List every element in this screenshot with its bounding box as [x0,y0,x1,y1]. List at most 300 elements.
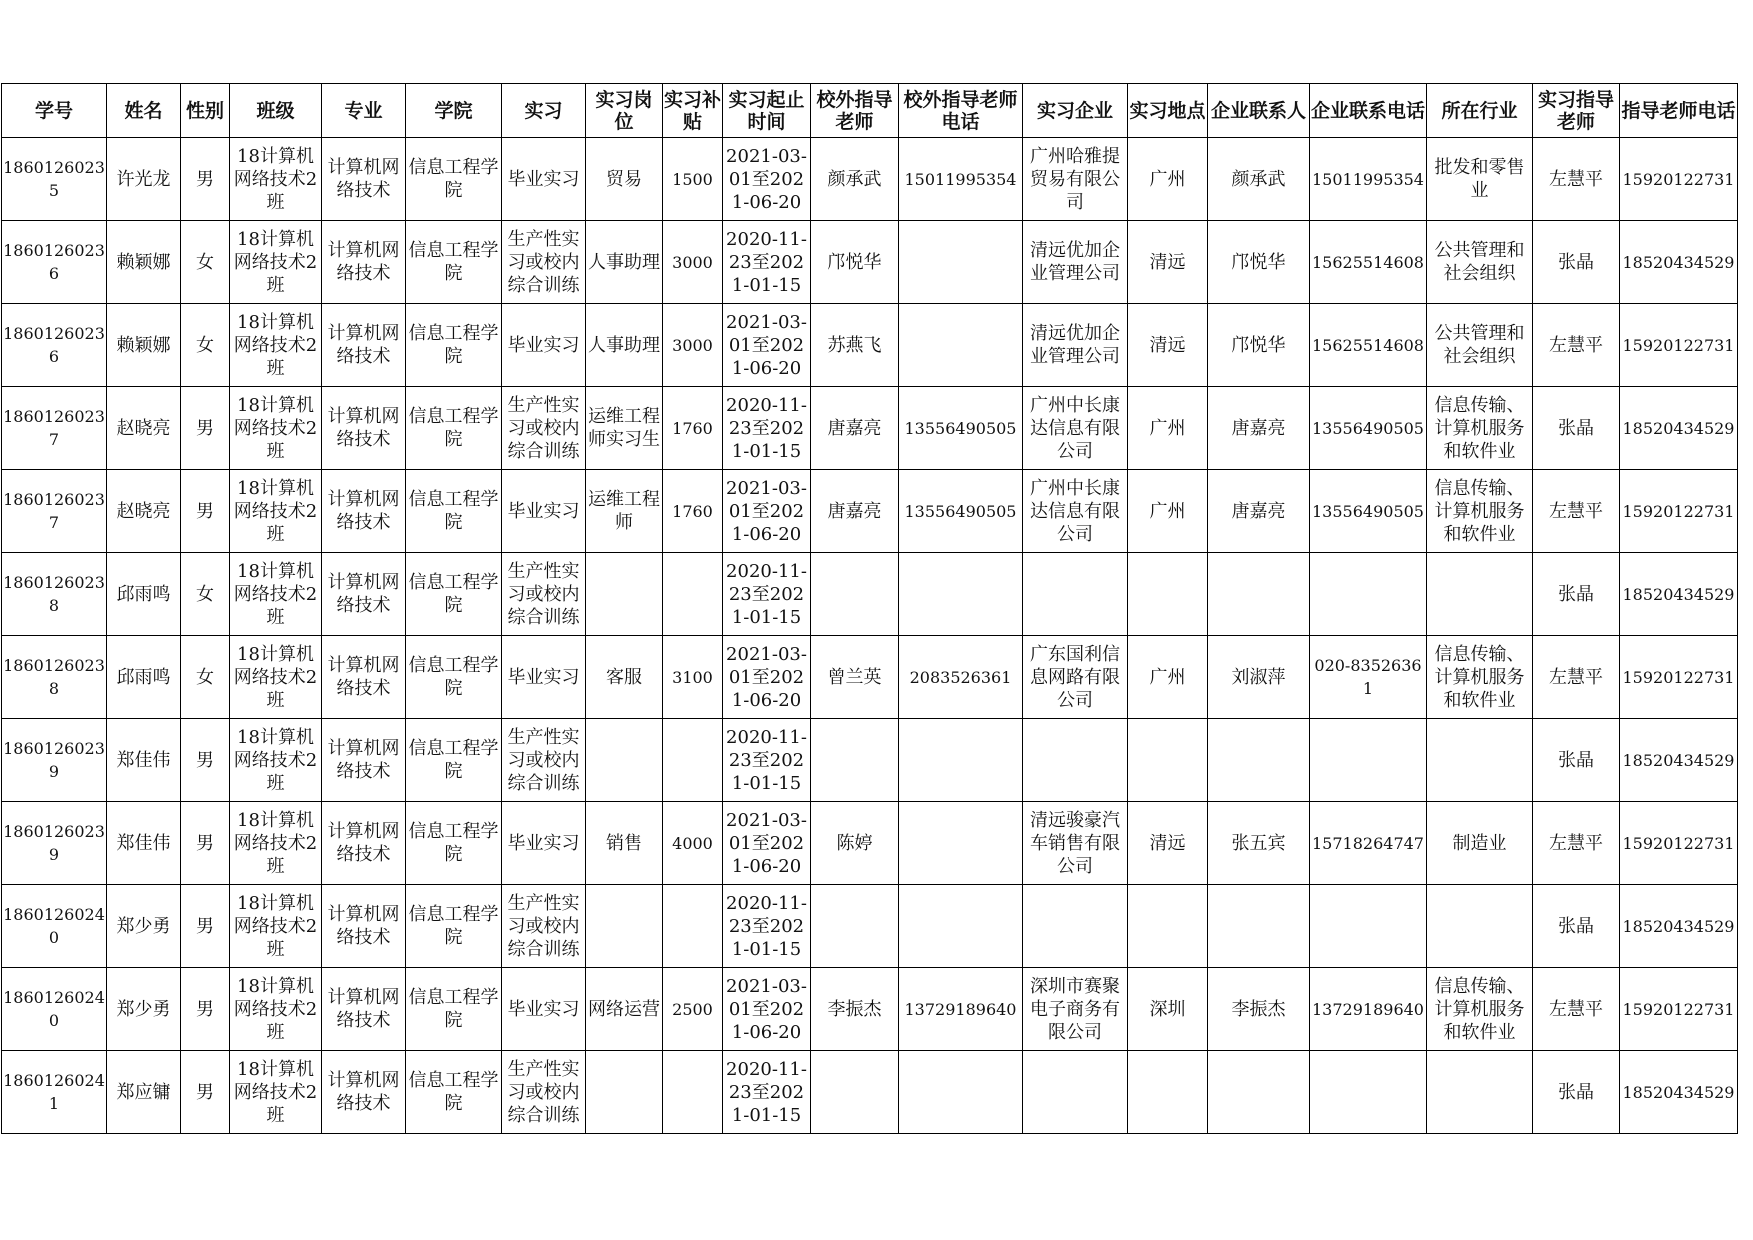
cell-period [723,304,811,387]
cell-class-text: 18计算机网络技术2班 [233,560,318,628]
cell-student-id-text: 18601260239 [3,822,105,864]
cell-mentor [1533,470,1620,553]
cell-name [107,387,181,470]
cell-period-text: 2020-11-23至2021-01-15 [726,560,807,628]
cell-industry [1427,968,1533,1051]
cell-college-text: 信息工程学院 [408,904,499,948]
cell-college [406,802,502,885]
cell-period-text: 2021-03-01至2021-06-20 [726,643,807,711]
cell-mentor-phone [1620,138,1738,221]
cell-name-text: 赵晓亮 [116,417,171,439]
cell-name [107,221,181,304]
cell-period [723,719,811,802]
cell-company-contact [1208,138,1310,221]
cell-subsidy-text: 1500 [672,169,713,189]
cell-mentor-phone-text: 15920122731 [1622,501,1735,521]
cell-college [406,553,502,636]
cell-college [406,387,502,470]
cell-position [586,470,663,553]
cell-company-contact-text: 邝悦华 [1231,251,1286,273]
cell-industry [1427,387,1533,470]
cell-mentor-text: 张晶 [1558,1081,1594,1103]
cell-subsidy-text: 2500 [672,999,713,1019]
cell-industry-text: 信息传输、计算机服务和软件业 [1434,477,1525,545]
cell-mentor-text: 左慧平 [1549,334,1603,356]
cell-company-phone [1310,885,1427,968]
cell-name [107,1051,181,1134]
cell-external-mentor-text: 颜承武 [827,168,882,190]
header-gender: 性别 [181,84,230,138]
cell-class [230,802,322,885]
cell-student-id-text: 18601260241 [3,1071,105,1113]
cell-subsidy-text: 3000 [672,252,713,272]
cell-major [322,470,406,553]
cell-external-mentor-text: 唐嘉亮 [827,500,882,522]
cell-college-text: 信息工程学院 [408,987,499,1031]
cell-subsidy [663,968,723,1051]
cell-major-text: 计算机网络技术 [327,655,400,699]
cell-mentor [1533,221,1620,304]
cell-external-mentor [811,304,899,387]
cell-major-text: 计算机网络技术 [327,240,400,284]
cell-internship [502,719,586,802]
cell-period-text: 2020-11-23至2021-01-15 [726,1058,807,1126]
cell-name-text: 邱雨鸣 [116,583,171,605]
cell-external-mentor-phone-text: 15011995354 [904,169,1017,189]
cell-student-id [2,885,107,968]
cell-internship [502,802,586,885]
cell-industry-text: 信息传输、计算机服务和软件业 [1434,643,1525,711]
cell-subsidy-text: 4000 [672,833,713,853]
cell-external-mentor [811,802,899,885]
cell-name-text: 赖颖娜 [116,334,171,356]
cell-name-text: 郑佳伟 [116,749,171,771]
header-subsidy: 实习补贴 [663,84,723,138]
cell-mentor [1533,387,1620,470]
cell-gender-text: 男 [196,832,214,854]
cell-industry [1427,138,1533,221]
cell-company-text: 广州中长康达信息有限公司 [1030,394,1120,462]
cell-internship [502,1051,586,1134]
cell-college-text: 信息工程学院 [408,323,499,367]
cell-company-contact [1208,1051,1310,1134]
cell-external-mentor-text: 李振杰 [827,998,882,1020]
cell-major [322,221,406,304]
cell-internship-text: 生产性实习或校内综合训练 [507,1058,580,1126]
cell-external-mentor-text: 唐嘉亮 [827,417,882,439]
cell-location-text: 广州 [1149,417,1186,439]
cell-college-text: 信息工程学院 [408,655,499,699]
cell-external-mentor-phone-text: 13556490505 [904,418,1017,438]
cell-student-id [2,221,107,304]
cell-position-text: 运维工程师实习生 [588,406,660,450]
table-row [2,719,1738,802]
cell-period [723,802,811,885]
cell-period [723,387,811,470]
cell-gender-text: 男 [196,500,214,522]
cell-subsidy [663,802,723,885]
table-row [2,470,1738,553]
cell-external-mentor-phone [899,636,1023,719]
cell-internship [502,885,586,968]
cell-mentor-phone [1620,470,1738,553]
cell-external-mentor-phone [899,387,1023,470]
cell-gender-text: 男 [196,168,214,190]
cell-subsidy [663,885,723,968]
header-class: 班级 [230,84,322,138]
cell-major [322,387,406,470]
cell-name-text: 郑佳伟 [116,832,171,854]
cell-gender [181,968,230,1051]
cell-college [406,1051,502,1134]
cell-company-text: 广东国利信息网路有限公司 [1030,643,1120,711]
cell-period-text: 2020-11-23至2021-01-15 [726,228,807,296]
cell-subsidy-text: 3100 [672,667,713,687]
cell-internship-text: 生产性实习或校内综合训练 [507,892,580,960]
cell-company-phone [1310,719,1427,802]
cell-college [406,719,502,802]
cell-student-id-text: 18601260238 [3,656,105,698]
cell-mentor-phone-text: 15920122731 [1622,169,1735,189]
cell-mentor-phone-text: 15920122731 [1622,999,1735,1019]
cell-company-contact-text: 刘淑萍 [1231,666,1286,688]
cell-company-contact [1208,221,1310,304]
cell-period [723,885,811,968]
cell-mentor-text: 张晶 [1558,251,1594,273]
cell-name [107,802,181,885]
table-row [2,885,1738,968]
cell-mentor-phone [1620,802,1738,885]
cell-position [586,387,663,470]
cell-subsidy [663,719,723,802]
cell-company-contact-text: 邝悦华 [1231,334,1286,356]
cell-period-text: 2021-03-01至2021-06-20 [726,145,807,213]
cell-name [107,719,181,802]
cell-college-text: 信息工程学院 [408,821,499,865]
cell-location-text: 深圳 [1149,998,1186,1020]
cell-internship-text: 毕业实习 [507,500,580,522]
cell-college-text: 信息工程学院 [408,738,499,782]
cell-period [723,553,811,636]
header-company-contact: 企业联系人 [1208,84,1310,138]
cell-major-text: 计算机网络技术 [327,987,400,1031]
cell-subsidy [663,1051,723,1134]
cell-internship [502,636,586,719]
cell-college-text: 信息工程学院 [408,406,499,450]
cell-position [586,138,663,221]
cell-industry-text: 制造业 [1452,832,1507,854]
cell-college [406,968,502,1051]
cell-class-text: 18计算机网络技术2班 [233,394,318,462]
cell-industry [1427,719,1533,802]
cell-college [406,221,502,304]
cell-company-contact [1208,553,1310,636]
cell-location-text: 清远 [1149,251,1186,273]
cell-mentor-phone-text: 15920122731 [1622,667,1735,687]
cell-mentor-phone [1620,387,1738,470]
cell-class-text: 18计算机网络技术2班 [233,643,318,711]
cell-position [586,802,663,885]
cell-external-mentor-text: 邝悦华 [827,251,882,273]
cell-location [1128,968,1208,1051]
cell-period [723,470,811,553]
cell-gender-text: 男 [196,749,214,771]
cell-college [406,470,502,553]
cell-internship [502,553,586,636]
cell-class-text: 18计算机网络技术2班 [233,809,318,877]
cell-college [406,138,502,221]
cell-subsidy-text: 1760 [672,418,713,438]
table-row [2,553,1738,636]
cell-company-phone [1310,470,1427,553]
cell-company-contact-text: 唐嘉亮 [1231,417,1286,439]
cell-company-phone-text: 15718264747 [1312,833,1424,853]
cell-mentor-phone-text: 18520434529 [1622,916,1735,936]
cell-industry-text: 批发和零售业 [1434,157,1525,201]
cell-period-text: 2020-11-23至2021-01-15 [726,726,807,794]
cell-student-id [2,470,107,553]
cell-internship [502,470,586,553]
cell-external-mentor-phone [899,1051,1023,1134]
cell-class-text: 18计算机网络技术2班 [233,145,318,213]
cell-position-text: 客服 [606,666,642,688]
cell-company [1023,1051,1128,1134]
cell-name-text: 许光龙 [116,168,171,190]
cell-company-phone [1310,968,1427,1051]
cell-major [322,968,406,1051]
cell-class-text: 18计算机网络技术2班 [233,311,318,379]
cell-industry [1427,553,1533,636]
cell-mentor [1533,553,1620,636]
cell-class [230,719,322,802]
cell-internship-text: 毕业实习 [507,334,580,356]
cell-gender [181,719,230,802]
cell-name-text: 郑少勇 [116,915,171,937]
cell-external-mentor [811,968,899,1051]
cell-class-text: 18计算机网络技术2班 [233,1058,318,1126]
cell-name [107,304,181,387]
cell-internship [502,138,586,221]
cell-subsidy [663,636,723,719]
table-row [2,387,1738,470]
cell-subsidy-text: 3000 [672,335,713,355]
cell-industry-text: 信息传输、计算机服务和软件业 [1434,975,1525,1043]
cell-student-id-text: 18601260236 [3,324,105,366]
cell-name [107,553,181,636]
cell-student-id [2,802,107,885]
cell-gender [181,885,230,968]
cell-major-text: 计算机网络技术 [327,1070,400,1114]
cell-external-mentor [811,221,899,304]
cell-internship [502,968,586,1051]
cell-position [586,636,663,719]
cell-mentor-phone-text: 15920122731 [1622,335,1735,355]
cell-student-id-text: 18601260240 [3,988,105,1030]
cell-company-contact [1208,304,1310,387]
cell-company [1023,968,1128,1051]
cell-mentor [1533,636,1620,719]
cell-student-id [2,387,107,470]
cell-mentor [1533,968,1620,1051]
cell-gender-text: 女 [196,666,214,688]
cell-mentor-phone [1620,885,1738,968]
cell-mentor-text: 左慧平 [1549,832,1603,854]
cell-external-mentor-text: 苏燕飞 [827,334,882,356]
header-mentor: 实习指导老师 [1533,84,1620,138]
cell-company-phone [1310,553,1427,636]
cell-gender-text: 男 [196,417,214,439]
header-college: 学院 [406,84,502,138]
cell-position [586,553,663,636]
cell-name-text: 郑少勇 [116,998,171,1020]
cell-location [1128,304,1208,387]
cell-subsidy [663,387,723,470]
cell-gender [181,802,230,885]
cell-major-text: 计算机网络技术 [327,738,400,782]
cell-student-id-text: 18601260237 [3,490,105,532]
cell-location-text: 清远 [1149,334,1186,356]
cell-company-contact [1208,470,1310,553]
cell-company [1023,138,1128,221]
cell-location-text: 广州 [1149,500,1186,522]
cell-external-mentor-phone [899,885,1023,968]
cell-external-mentor-text: 曾兰英 [827,666,882,688]
cell-mentor-phone-text: 15920122731 [1622,833,1735,853]
cell-company-phone [1310,1051,1427,1134]
cell-mentor [1533,885,1620,968]
cell-company-phone-text: 15011995354 [1312,169,1424,189]
cell-external-mentor [811,719,899,802]
cell-student-id [2,138,107,221]
cell-mentor-text: 张晶 [1558,915,1594,937]
cell-industry [1427,304,1533,387]
cell-company [1023,221,1128,304]
cell-class [230,221,322,304]
cell-major-text: 计算机网络技术 [327,489,400,533]
cell-company-text: 清远优加企业管理公司 [1030,323,1120,367]
cell-class [230,553,322,636]
cell-major [322,636,406,719]
cell-class-text: 18计算机网络技术2班 [233,975,318,1043]
cell-college-text: 信息工程学院 [408,240,499,284]
cell-position-text: 网络运营 [588,998,660,1020]
cell-mentor-text: 左慧平 [1549,666,1603,688]
cell-name [107,885,181,968]
cell-company-contact-text: 李振杰 [1231,998,1286,1020]
cell-location-text: 广州 [1149,666,1186,688]
cell-gender-text: 女 [196,334,214,356]
cell-company-phone [1310,138,1427,221]
cell-company [1023,719,1128,802]
cell-name-text: 赖颖娜 [116,251,171,273]
cell-mentor-phone-text: 18520434529 [1622,252,1735,272]
cell-gender-text: 男 [196,915,214,937]
cell-company [1023,387,1128,470]
table-row [2,221,1738,304]
cell-company-text: 广州哈雅提贸易有限公司 [1030,145,1120,213]
cell-position [586,304,663,387]
cell-major-text: 计算机网络技术 [327,323,400,367]
cell-period-text: 2021-03-01至2021-06-20 [726,975,807,1043]
cell-mentor [1533,1051,1620,1134]
cell-student-id-text: 18601260237 [3,407,105,449]
cell-gender [181,387,230,470]
internship-table [1,83,1738,1134]
cell-subsidy [663,138,723,221]
cell-class [230,968,322,1051]
cell-major [322,802,406,885]
cell-company [1023,802,1128,885]
cell-external-mentor [811,885,899,968]
cell-external-mentor-phone-text: 13729189640 [904,999,1017,1019]
cell-major-text: 计算机网络技术 [327,406,400,450]
cell-company-contact [1208,636,1310,719]
cell-location [1128,636,1208,719]
cell-industry [1427,221,1533,304]
table-row [2,138,1738,221]
cell-external-mentor [811,387,899,470]
cell-period [723,1051,811,1134]
cell-company-phone [1310,636,1427,719]
cell-student-id [2,553,107,636]
cell-position [586,885,663,968]
cell-position [586,1051,663,1134]
cell-class-text: 18计算机网络技术2班 [233,477,318,545]
header-company: 实习企业 [1023,84,1128,138]
cell-company-phone-text: 13556490505 [1312,418,1424,438]
cell-college [406,885,502,968]
cell-location [1128,885,1208,968]
cell-student-id-text: 18601260240 [3,905,105,947]
cell-class [230,636,322,719]
cell-student-id-text: 18601260236 [3,241,105,283]
cell-mentor [1533,138,1620,221]
cell-period-text: 2020-11-23至2021-01-15 [726,892,807,960]
cell-name-text: 郑应镛 [116,1081,171,1103]
cell-external-mentor-phone [899,470,1023,553]
cell-class [230,885,322,968]
cell-period-text: 2021-03-01至2021-06-20 [726,477,807,545]
cell-internship [502,221,586,304]
cell-major [322,553,406,636]
cell-internship-text: 生产性实习或校内综合训练 [507,560,580,628]
cell-gender-text: 女 [196,583,214,605]
table-body [2,138,1738,1134]
cell-internship-text: 毕业实习 [507,998,580,1020]
cell-location [1128,387,1208,470]
cell-college [406,304,502,387]
header-position: 实习岗位 [586,84,663,138]
cell-name [107,470,181,553]
cell-name [107,138,181,221]
cell-position [586,719,663,802]
cell-position-text: 运维工程师 [588,489,660,533]
cell-period-text: 2021-03-01至2021-06-20 [726,311,807,379]
cell-external-mentor-phone-text: 13556490505 [904,501,1017,521]
cell-mentor-text: 左慧平 [1549,998,1603,1020]
cell-external-mentor-text: 陈婷 [836,832,873,854]
cell-position-text: 销售 [606,832,642,854]
cell-company-phone-text: 13729189640 [1312,999,1424,1019]
cell-mentor [1533,802,1620,885]
cell-class [230,1051,322,1134]
cell-mentor-text: 左慧平 [1549,168,1603,190]
cell-industry-text: 公共管理和社会组织 [1434,240,1525,284]
cell-student-id [2,304,107,387]
cell-external-mentor [811,1051,899,1134]
header-major: 专业 [322,84,406,138]
cell-company-phone-text: 13556490505 [1312,501,1424,521]
